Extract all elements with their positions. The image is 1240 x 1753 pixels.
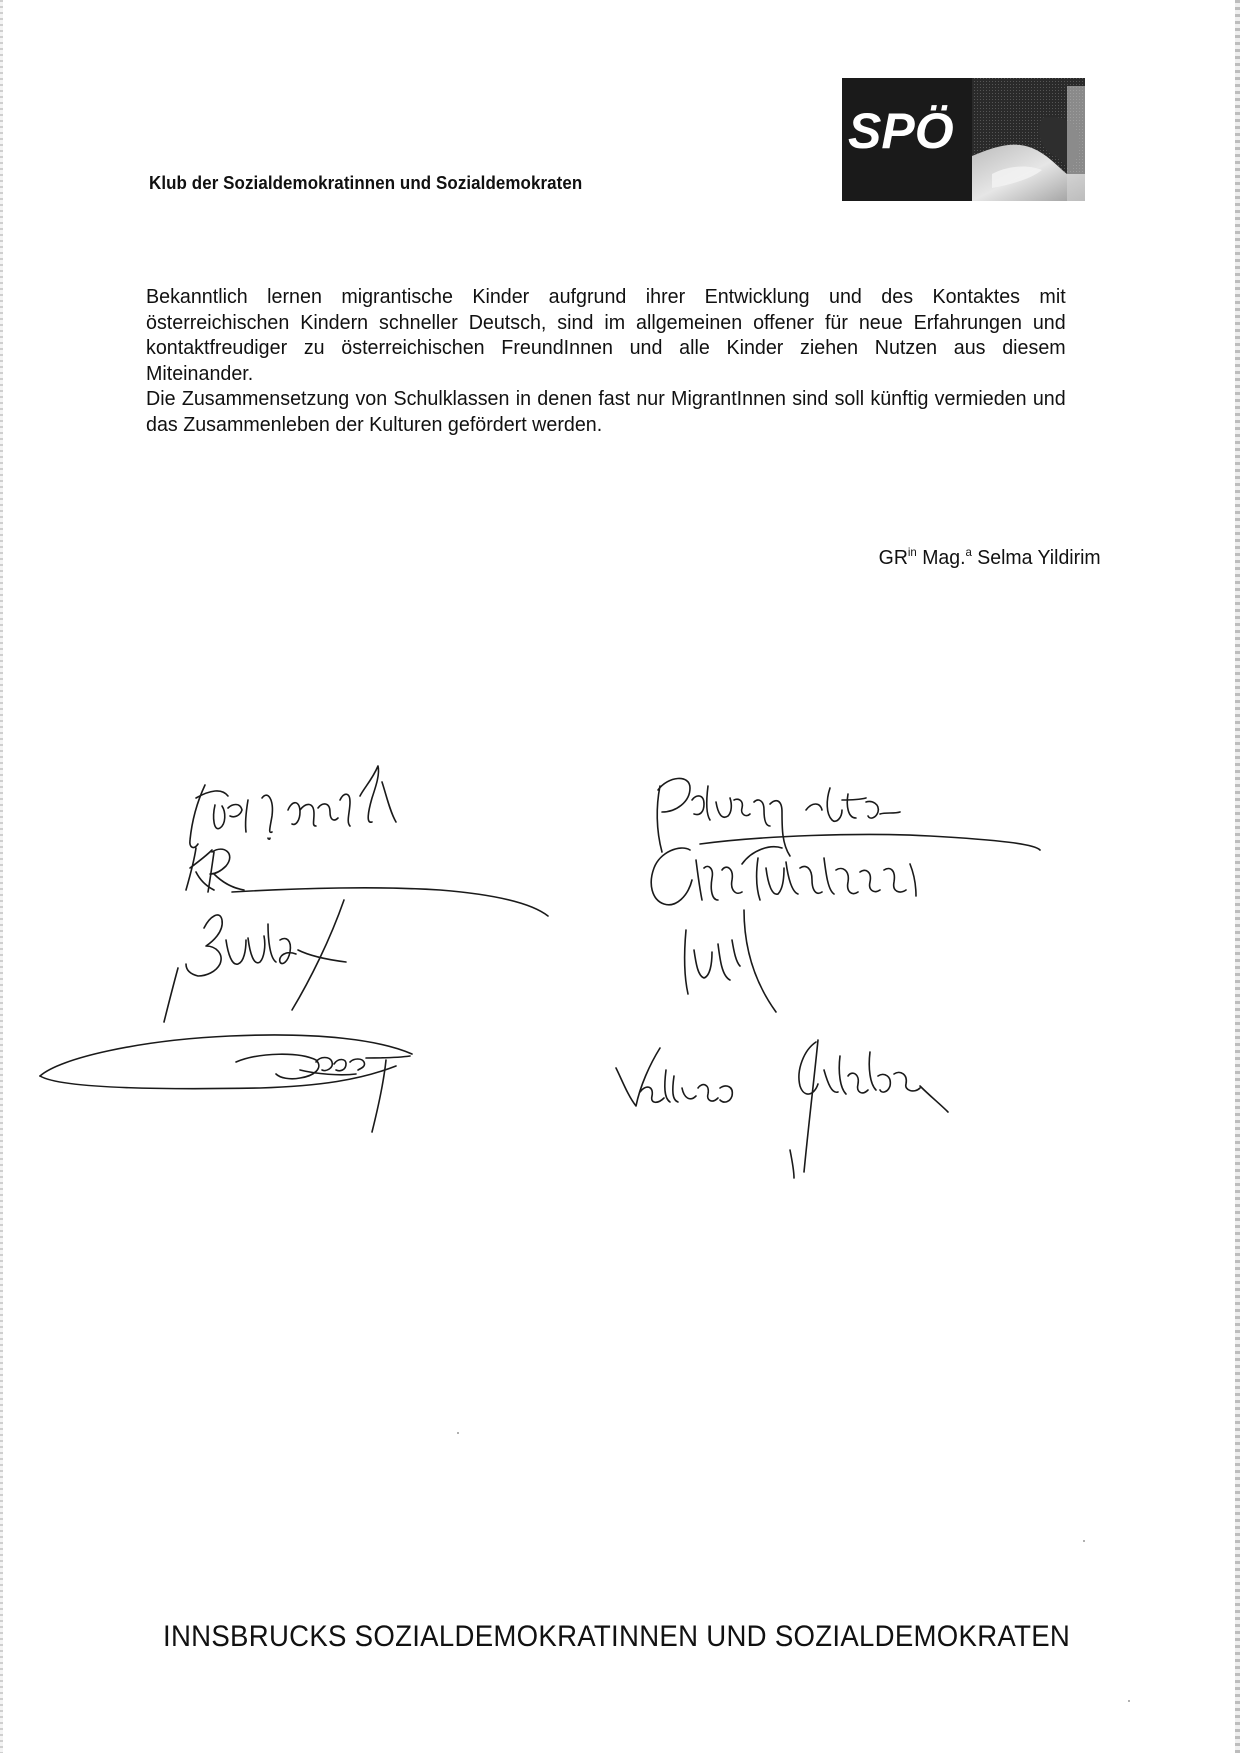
club-name: Klub der Sozialdemokratinnen und Sozialdemokraten bbox=[149, 173, 583, 193]
signer-degree: Mag. bbox=[922, 546, 966, 569]
signer-degree-superscript: a bbox=[965, 545, 973, 559]
signature-left-4 bbox=[40, 1035, 412, 1132]
spoe-logo bbox=[842, 78, 1085, 201]
signer-title-superscript: in bbox=[908, 545, 918, 559]
signature-left-1 bbox=[190, 766, 396, 847]
paragraph-2: Die Zusammensetzung von Schulklassen in denen fast nur MigrantInnen sind soll künftig vermieden und das Zusammenleben der Kulturen gefördert werden. bbox=[146, 387, 1066, 436]
signature-left-3 bbox=[164, 900, 346, 1022]
signature-right-2 bbox=[651, 834, 1040, 904]
signer-line bbox=[879, 545, 1101, 570]
signature-right-4 bbox=[616, 1040, 948, 1178]
signature-right-1 bbox=[657, 778, 900, 856]
body-text bbox=[146, 284, 1066, 437]
handwritten-signatures bbox=[0, 740, 1240, 1180]
signature-left-2 bbox=[186, 848, 548, 916]
footer-title: INNSBRUCKS SOZIALDEMOKRATINNEN UND SOZIALDEMOKRATEN bbox=[163, 1620, 1071, 1653]
paragraph-1: Bekanntlich lernen migrantische Kinder aufgrund ihrer Entwicklung und des Kontaktes mit österreichischen Kindern schneller Deutsch, sind im allgemeinen offener für neue Erfahrungen und kontaktfreudiger zu österreichischen FreundInnen und alle Kinder ziehen Nutzen aus diesem Miteinander. bbox=[146, 285, 1066, 385]
signer-title: GR bbox=[879, 546, 909, 569]
logo-text: SPÖ bbox=[848, 103, 954, 159]
scan-speck bbox=[1083, 1540, 1085, 1542]
scan-speck bbox=[1128, 1700, 1130, 1702]
signature-right-3 bbox=[685, 910, 776, 1012]
scan-speck bbox=[457, 1432, 459, 1434]
signer-name: Selma Yildirim bbox=[977, 546, 1101, 569]
